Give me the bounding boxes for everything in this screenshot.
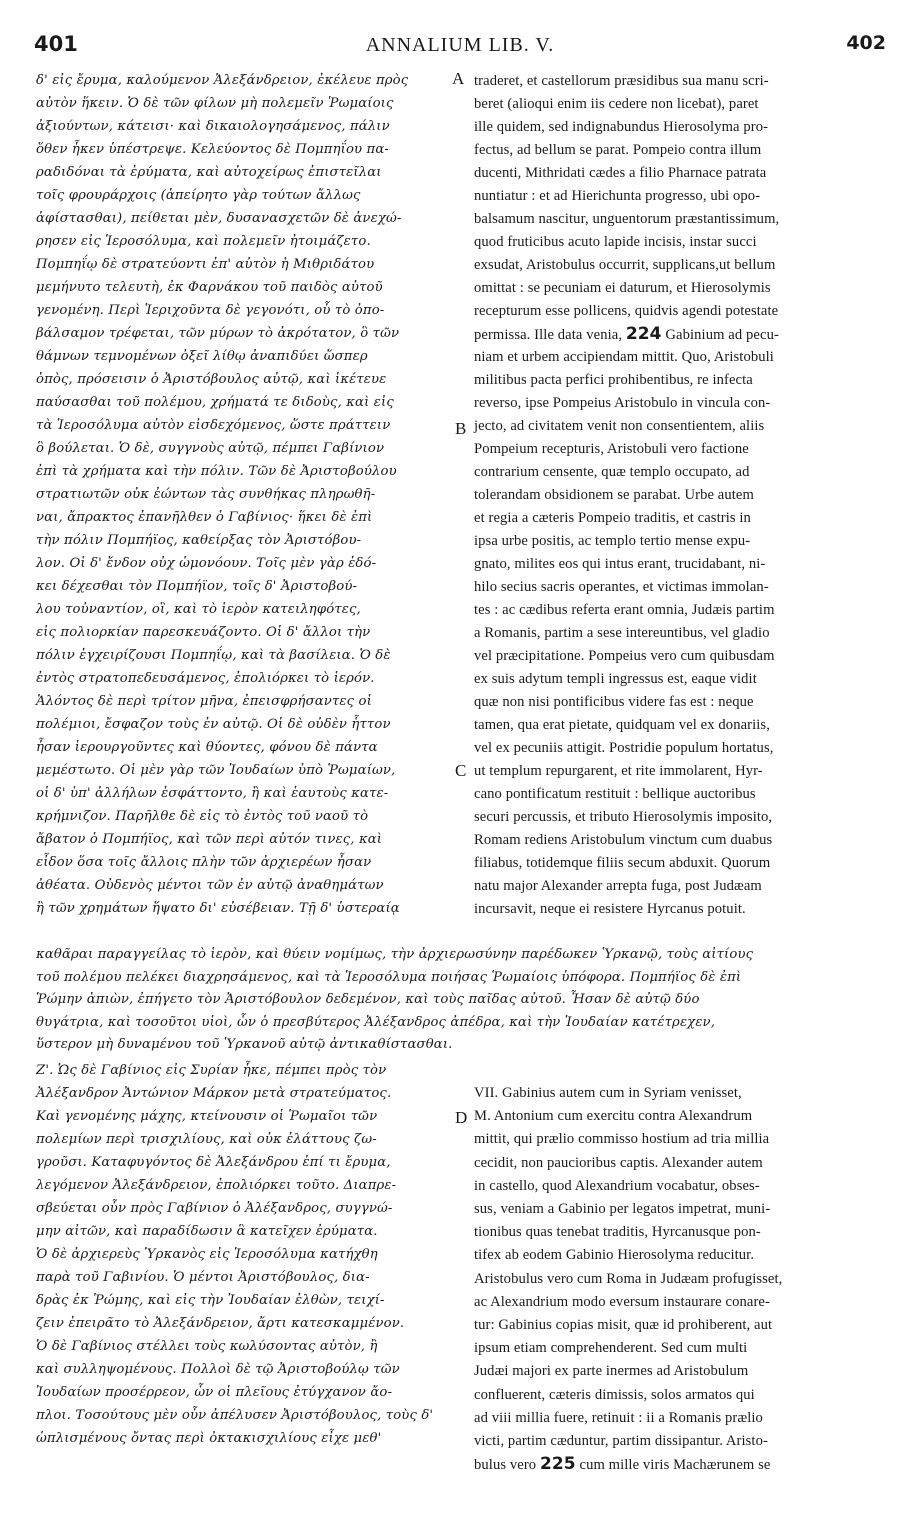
- text-line: hilo secius sacris operantes, et victimas immolan-: [474, 579, 769, 595]
- text-line: ut templum repurgarent, et rite immolarent, Hyr-: [474, 763, 763, 779]
- text-line: πολέμιοι, ἔσφαζον τοὺς ἐν αὐτῷ. Οἱ δὲ οὐδὲν ἧττον: [36, 717, 391, 732]
- text-line: beret (alioqui enim iis cedere non licebat), paret: [474, 96, 759, 112]
- text-line: καὶ συλληψομένους. Πολλοὶ δὲ τῷ Ἀριστοβούλῳ τῶν: [36, 1362, 400, 1377]
- text-line: Romam rediens Aristobulum vinctum cum duabus: [474, 832, 773, 848]
- text-line: γροῦσι. Καταφυγόντος δὲ Ἀλεξάνδρου ἐπί τι ἔρυμα,: [36, 1155, 391, 1170]
- text-line: τὴν πόλιν Πομπήϊος, καθείρξας τὸν Ἀριστόβου-: [36, 533, 362, 548]
- text-line: securi percussis, et tributo Hierosolymis imposito,: [474, 809, 773, 825]
- text-line: in castello, quod Alexandrium vocabatur, obses-: [474, 1177, 760, 1194]
- text-line: confluerent, cæteris dimissis, solos armatos qui: [474, 1386, 755, 1403]
- text-line: sus, veniam a Gabinio per legatos impetrat, muni-: [474, 1201, 771, 1217]
- margin-letter-b: B: [455, 419, 467, 438]
- text-line: οἱ δ' ὑπ' ἀλλήλων ἐσφάττοντο, ἢ καὶ ἑαυτοὺς κατε-: [36, 786, 389, 801]
- text-line: natu major Alexander arrepta fuga, post Judæam: [474, 878, 762, 894]
- text-line: εἰς πολιορκίαν παρεσκευάζοντο. Οἱ δ' ἄλλοι τὴν: [36, 625, 371, 640]
- text-line: et regia a cæteris Pompeio traditis, et castris in: [474, 510, 751, 526]
- text-line: εἶδον ὅσα τοῖς ἄλλοις πλὴν τῶν ἀρχιερέων ἦσαν: [36, 855, 372, 870]
- text-line: balsamum nascitur, unguentorum præstantissimum,: [474, 211, 780, 227]
- text-line: θάμνων τεμνομένων ὀξεῖ λίθῳ ἀναπιδύει ὥσπερ: [36, 349, 368, 364]
- text-line: fectus, ad bellum se parat. Pompeio contra illum: [474, 142, 762, 158]
- text-line: Aristobulus vero cum Roma in Judæam profugisset,: [474, 1270, 783, 1287]
- margin-letter-a: A: [452, 69, 465, 88]
- text-line: a Romanis, partim a sese intereuntibus, vel gladio: [474, 625, 770, 641]
- text-line: ἄβατον ὁ Πομπήϊος, καὶ τῶν περὶ αὐτόν τινες, καὶ: [36, 832, 383, 847]
- text-line: μεμήνυτο τελευτὴ, ἐκ Φαρνάκου τοῦ παιδὸς αὐτοῦ: [36, 280, 383, 295]
- text-line: ραδιδόναι τὰ ἐρύματα, καὶ αὐτοχείρως ἐπιστεῖλαι: [36, 165, 382, 180]
- text-line: κει δέχεσθαι τὸν Πομπήϊον, τοῖς δ' Ἀριστοβού-: [36, 579, 358, 594]
- text-line: δ' εἰς ἔρυμα, καλούμενον Ἀλεξάνδρειον, ἐκέλευε πρὸς: [36, 73, 409, 88]
- text-line: jecto, ad civitatem venit non consentientem, aliis: [474, 418, 765, 434]
- text-line: vel præcipitatione. Pompeius vero cum quibusdam: [474, 648, 775, 664]
- text-line: ex suis adytum templi ingressus est, eaque vidit: [474, 671, 757, 687]
- text-line: παρὰ τοῦ Γαβινίου. Ὁ μέντοι Ἀριστόβουλος, δια-: [36, 1270, 370, 1285]
- text-line: Καὶ γενομένης μάχης, κτείνουσιν οἱ Ῥωμαῖοι τῶν: [36, 1109, 378, 1124]
- text-line: Pompeium recepturis, Aristobuli vero factione: [474, 441, 749, 457]
- text-line: πόλιν ἐγχειρίζουσι Πομπηΐῳ, καὶ τὰ βασίλεια. Ὁ δὲ: [36, 648, 391, 663]
- text-line: tolerandam obsidionem se parabat. Urbe autem: [474, 487, 754, 503]
- text-line: ὡπλισμένους ὄντας περὶ ὀκτακισχιλίους εἶχε μεθ': [36, 1431, 382, 1446]
- text-line: βάλσαμον τρέφεται, τῶν μύρων τὸ ἀκρότατον, ὃ τῶν: [36, 326, 400, 341]
- text-line: ρησεν εἰς Ἱεροσόλυμα, καὶ πολεμεῖν ἠτοιμάζετο.: [36, 234, 371, 249]
- text-line: ζειν ἐπειρᾶτο τὸ Ἀλεξάνδρειον, ἄρτι κατεσκαμμένον.: [36, 1316, 405, 1331]
- text-line: recepturum esse pollicens, quidvis agendi potestate: [474, 303, 779, 319]
- text-line: Πομπηΐῳ δὲ στρατεύοντι ἐπ' αὐτὸν ἡ Μιθριδάτου: [36, 257, 375, 272]
- text-line: στρατιωτῶν οὐκ ἐώντων τὰς συνθήκας πληρωθῆ-: [36, 487, 376, 502]
- text-line: permissa. Ille data venia, 224 Gabinium ad pecu-: [474, 324, 779, 344]
- text-line: tur: Gabinius copias misit, quæ id prohiberent, aut: [474, 1317, 773, 1333]
- text-line: Ῥώμην ἀπιὼν, ἐπήγετο τὸν Ἀριστόβουλον δεδεμένον, καὶ τοὺς παῖδας αὐτοῦ. Ἦσαν δὲ αὐτῷ δύο: [36, 992, 700, 1007]
- text-line: ducenti, Mithridati cædes a filio Pharnace patrata: [474, 165, 767, 181]
- text-line: incursavit, neque ei resistere Hyrcanus potuit.: [474, 901, 746, 917]
- text-line: ἀξιούντων, κάτεισι· καὶ δικαιολογησάμενος, πάλιν: [36, 119, 390, 134]
- text-line: ἀθέατα. Οὐδενὸς μέντοι τῶν ἐν αὐτῷ ἀναθημάτων: [36, 878, 384, 893]
- text-line: λου τοὐναντίον, οἳ, καὶ τὸ ἱερὸν κατειληφότες,: [36, 602, 361, 617]
- text-line: ἐπὶ τὰ χρήματα καὶ τὴν πόλιν. Τῶν δὲ Ἀριστοβούλου: [36, 464, 397, 479]
- text-line: λον. Οἱ δ' ἔνδον οὐχ ὡμονόουν. Τοῖς μὲν γὰρ ἐδό-: [36, 556, 377, 571]
- text-line: δρὰς ἐκ Ῥώμης, καὶ εἰς τὴν Ἰουδαίαν ἐλθὼν, τειχί-: [36, 1293, 385, 1308]
- running-title: ANNALIUM LIB. V.: [365, 34, 555, 56]
- text-line: πλοι. Τοσούτους μὲν οὖν ἀπέλυσεν Ἀριστόβουλος, τοὺς δ': [36, 1408, 434, 1423]
- text-line: M. Antonium cum exercitu contra Alexandrum: [474, 1108, 753, 1125]
- text-line: cano pontificatum restituit : bellique auctoribus: [474, 786, 756, 802]
- text-line: Ἁλόντος δὲ περὶ τρίτον μῆνα, ἐπεισφρήσαντες οἱ: [36, 694, 372, 709]
- text-line: tifex ab eodem Gabinio Hierosolyma reducitur.: [474, 1247, 755, 1264]
- text-line: nuntiatur : et ad Hierichunta progresso, ubi opo-: [474, 188, 761, 204]
- section-number: 225: [539, 1454, 576, 1475]
- text-line: Ἀλέξανδρον Ἀντώνιον Μάρκον μετὰ στρατεύματος.: [36, 1086, 392, 1101]
- page-number-left: 401: [34, 32, 78, 56]
- text-line: Ὁ δὲ Γαβίνιος στέλλει τοὺς κωλύσοντας αὐτὸν, ἢ: [36, 1339, 378, 1354]
- text-line: Ζ'. Ὡς δὲ Γαβίνιος εἰς Συρίαν ἧκε, πέμπει πρὸς τὸν: [36, 1063, 387, 1078]
- text-line: cecidit, non paucioribus captis. Alexander autem: [474, 1154, 763, 1171]
- margin-letter-d: D: [455, 1108, 468, 1127]
- text-line: ὀπὸς, πρόσεισιν ὁ Ἀριστόβουλος αὐτῷ, καὶ ἱκέτευε: [36, 372, 387, 387]
- running-header: [34, 32, 886, 62]
- text-line: ἐντὸς στρατοπεδευσάμενος, ἐπολιόρκει τὸ ἱερόν.: [36, 671, 375, 686]
- text-line: quod fruticibus acuto lapide incisis, instar succi: [474, 234, 757, 250]
- text-line: niam et urbem accipiendam mittit. Quo, Aristobuli: [474, 349, 774, 365]
- text-line: vel ex pecuniis attigit. Postridie populum hortatus,: [474, 740, 774, 756]
- text-line: σβεύεται οὖν πρὸς Γαβίνιον ὁ Ἀλέξανδρος, συγγνώ-: [36, 1201, 393, 1216]
- text-line: ipsa urbe positis, ac templo tertio mense expu-: [474, 533, 751, 549]
- text-line: tionibus quas tenebat traditis, Hyrcanusque pon-: [474, 1224, 761, 1241]
- text-line: θυγάτρια, καὶ τοσοῦτοι υἱοὶ, ὧν ὁ πρεσβύτερος Ἀλέξανδρος ἀπέδρα, καὶ τὴν Ἰουδαίαν κατέτρεχεν,: [36, 1014, 716, 1030]
- text-line: κρήμνιζον. Παρῆλθε δὲ εἰς τὸ ἐντὸς τοῦ ναοῦ τὸ: [36, 809, 369, 824]
- section-number: 224: [625, 324, 662, 344]
- text-line: ὅθεν ἧκεν ὑπέστρεψε. Κελεύοντος δὲ Πομπηΐου πα-: [36, 142, 390, 157]
- text-line: μεμέστωτο. Οἱ μὲν γὰρ τῶν Ἰουδαίων ὑπὸ Ῥωμαίων,: [36, 763, 396, 778]
- text-line: filiabus, totidemque filiis secum abduxit. Quorum: [474, 855, 771, 871]
- text-line: reverso, ipse Pompeius Aristobulo in vincula con-: [474, 395, 771, 411]
- text-line: παύσασθαι τοῦ πολέμου, χρήματά τε διδοὺς, καὶ εἰς: [36, 395, 394, 410]
- text-line: tes : ac cædibus referta erant omnia, Judæis partim: [474, 602, 775, 618]
- text-line: quæ non nisi pontificibus videre fas est : neque: [474, 694, 754, 710]
- text-line: bulus vero 225 cum mille viris Machærunem se: [474, 1454, 771, 1475]
- text-line: ὕστερον μὴ δυναμένου τοῦ Ὑρκανοῦ αὐτῷ ἀντικαθίστασθαι.: [36, 1037, 453, 1052]
- text-line: Judæi majori ex parte inermes ad Aristobulum: [474, 1363, 749, 1380]
- text-line: gnato, milites eos qui intus erant, trucidabant, ni-: [474, 556, 766, 572]
- text-line: πολεμίων περὶ τρισχιλίους, καὶ οὐκ ἐλάττους ζω-: [36, 1132, 377, 1147]
- text-line: contrarium censente, quæ templo occupato, ad: [474, 464, 750, 480]
- text-line: μην αἰτῶν, καὶ παραδίδωσιν ἃ κατεῖχεν ἐρύματα.: [36, 1224, 378, 1239]
- margin-letter-c: C: [455, 761, 467, 780]
- text-line: ipsum etiam comprehenderent. Sed cum multi: [474, 1340, 748, 1357]
- text-line: militibus pacta perfici prohibentibus, re infecta: [474, 372, 753, 388]
- text-line: ἀφίστασθαι), πείθεται μὲν, δυσανασχετῶν δὲ ἀνεχώ-: [36, 211, 402, 226]
- text-line: Ὁ δὲ ἀρχιερεὺς Ὑρκανὸς εἰς Ἱεροσόλυμα κατήχθη: [36, 1247, 378, 1262]
- text-line: ἢ τῶν χρημάτων ἥψατο δι' εὐσέβειαν. Τῇ δ' ὑστεραίᾳ: [36, 901, 400, 916]
- text-line: ad viii millia fuere, retinuit : ii a Romanis prælio: [474, 1409, 763, 1426]
- text-line: tamen, qua erat pietate, quidquam vel ex donariis,: [474, 717, 770, 733]
- text-line: ὃ βούλεται. Ὁ δὲ, συγγνοὺς αὐτῷ, πέμπει Γαβίνιον: [36, 441, 385, 456]
- text-line: ἦσαν ἱερουργοῦντες καὶ θύοντες, φόνου δὲ πάντα: [36, 740, 378, 755]
- text-line: ac Alexandrium modo eversum instaurare conare-: [474, 1293, 770, 1310]
- text-line: mittit, qui prælio commisso hostium ad tria millia: [474, 1131, 770, 1148]
- text-line: τὰ Ἱεροσόλυμα αὐτὸν εἰσδεχόμενος, ὥστε πράττειν: [36, 418, 391, 433]
- text-line: victi, partim cæduntur, partim dissipantur. Aristo-: [474, 1433, 768, 1449]
- text-line: Ἰουδαίων προσέρρεον, ὧν οἱ πλεῖους ἐτύγχανον ἄο-: [36, 1385, 393, 1400]
- text-line: τοῖς φρουράρχοις (ἀπείρητο γὰρ τούτων ἄλλως: [36, 188, 361, 203]
- text-line: ille quidem, sed indignabundus Hierosolyma pro-: [474, 119, 769, 135]
- text-line: traderet, et castellorum præsidibus sua manu scri-: [474, 73, 769, 89]
- text-line: αὐτὸν ἥκειν. Ὁ δὲ τῶν φίλων μὴ πολεμεῖν Ῥωμαίοις: [36, 96, 394, 111]
- text-line: τοῦ πολέμου πελέκει διαχρησάμενος, καὶ τὰ Ἱεροσόλυμα ποιήσας Ῥωμαίοις ὑπόφορα. Πομπήϊος δὲ ἐπὶ: [36, 969, 742, 985]
- text-line: καθᾶραι παραγγείλας τὸ ἱερὸν, καὶ θύειν νομίμως, τὴν ἀρχιερωσύνην παρέδωκεν Ὑρκανῷ, τοὺς αἰτίους: [36, 947, 754, 962]
- text-line: ναι, ἄπρακτος ἐπανῆλθεν ὁ Γαβίνιος· ἥκει δὲ ἐπὶ: [36, 510, 373, 525]
- text-line: γενομένη. Περὶ Ἱεριχοῦντα δὲ γεγονότι, οὗ τὸ ὀπο-: [36, 303, 385, 318]
- text-line: VII. Gabinius autem cum in Syriam venisset,: [474, 1085, 742, 1101]
- text-line: omittat : se pecuniam ei daturum, et Hierosolymis: [474, 280, 771, 296]
- page-number-right: 402: [846, 32, 886, 54]
- text-line: exsudat, Aristobulus occurrit, supplicans,ut bellum: [474, 257, 776, 273]
- text-line: λεγόμενον Ἀλεξάνδρειον, ἐπολιόρκει τοῦτο. Διαπρε-: [36, 1178, 397, 1193]
